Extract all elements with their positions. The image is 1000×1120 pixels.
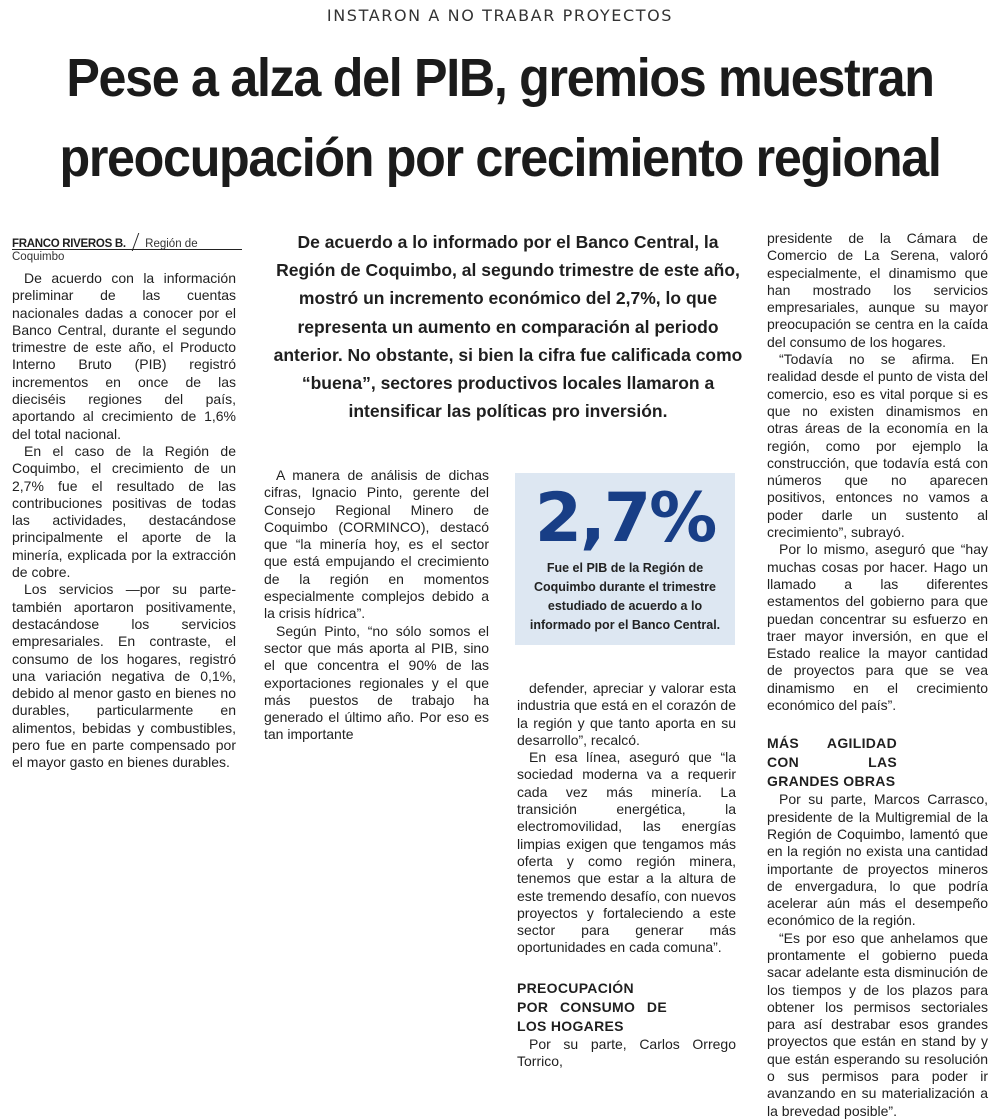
paragraph: De acuerdo con la información preliminar de las cuentas nacionales dadas a conocer por el Banco Central, durante el segundo trimestre de este año, el Producto Interno Bruto (PIB) registró incrementos en once de las dieciséis regiones del país, aportando al crecimiento de 1,6% del total nacional. (12, 270, 236, 442)
paragraph: defender, apreciar y valorar esta industria que está en el corazón de la región y que tanto aporta en su desarrollo”, recalcó. (517, 680, 736, 748)
column-1 (12, 270, 236, 772)
headline-line-1: Pese a alza del PIB, gremios muestran (66, 48, 934, 108)
byline (12, 233, 242, 263)
kicker: INSTARON A NO TRABAR PROYECTOS (326, 6, 674, 25)
subhead-consumo: PREOCUPACIÓN POR CONSUMO DE LOS HOGARES (517, 979, 667, 1034)
paragraph: “Es por eso que anhelamos que prontamente el gobierno pueda sacar adelante esta disminución de los tiempos y de los plazos para obtener los permisos sectoriales para así destrabar esos grandes proyectos que están en stand by y que están esperando su resolución o sus permisos para poder ir avanzando en su materialización a la brevedad posible”. (767, 929, 988, 1119)
column-3 (517, 680, 736, 1070)
lead-paragraph: De acuerdo a lo informado por el Banco Central, la Región de Coquimbo, al segundo trimestre de este año, mostró un incremento económico del 2,7%, lo que representa un aumento en comparación al periodo anterior. No obstante, si bien la cifra fue calificada como “buena”, sectores productivos locales llamaron a intensificar las políticas pro inversión. (273, 232, 743, 422)
paragraph: Los servicios —por su parte- también aportaron positivamente, destacándose los servicios empresariales. En contraste, el consumo de los hogares, registró una variación negativa de 0,1%, debido al menor gasto en bienes no durables, particularmente en alimentos, bebidas y combustibles, pero fue en parte compensado por el mayor gasto en bienes durables. (12, 581, 236, 771)
paragraph: A manera de análisis de dichas cifras, Ignacio Pinto, gerente del Consejo Regional Minero de Coquimbo (CORMINCO), destacó que “la minería hoy, es el sector que está empujando el crecimiento de la región en momentos especialmente complejos debido a la crisis hídrica”. (264, 467, 489, 622)
subhead-agilidad: MÁS AGILIDAD CON LAS GRANDES OBRAS (767, 735, 897, 790)
paragraph: presidente de la Cámara de Comercio de La Serena, valoró especialmente, el dinamismo que han mostrado los servicios empresariales, aunque su mayor preocupación se centra en la caída del consumo de los hogares. (767, 230, 988, 350)
paragraph: En esa línea, aseguró que “la sociedad moderna va a requerir cada vez más minería. La transición energética, la electromovilidad, las energías limpias exigen que tengamos más oferta y como región minera, tenemos que estar a la altura de este tremendo desafío, con nuevos proyectos y fortaleciendo a este sector para generar más oportunidades en cada comuna”. (517, 749, 736, 956)
stat-box (515, 473, 735, 645)
column-4 (767, 230, 988, 1120)
byline-author: FRANCO RIVEROS B. (12, 238, 126, 250)
column-2 (264, 467, 489, 744)
stat-caption: Fue el PIB de la Región de Coquimbo durante el trimestre estudiado de acuerdo a lo informado por el Banco Central. (529, 561, 721, 632)
byline-region: Región de Coquimbo (12, 238, 198, 263)
headline-line-2: preocupación por crecimiento regional (59, 128, 941, 188)
paragraph: “Todavía no se afirma. En realidad desde el punto de vista del comercio, eso es vital porque si es que no existen dinamismos en otras áreas de la economía en la región, como por ejemplo la construcción, que todavía está con números que no aparecen positivos, entonces no vamos a poder darle un sustento al crecimiento”, subrayó. (767, 351, 988, 541)
byline-divider (132, 233, 140, 251)
paragraph: Por su parte, Marcos Carrasco, presidente de la Multigremial de la Región de Coquimbo, lamentó que en la región no exista una cantidad importante de proyectos mineros de envergadura, lo que podría acelerar aún más el desempeño económico de la región. (767, 791, 988, 929)
headline (35, 38, 965, 198)
paragraph: Por su parte, Carlos Orrego Torrico, (517, 1035, 736, 1070)
paragraph: En el caso de la Región de Coquimbo, el crecimiento de un 2,7% fue el resultado de las contribuciones positivas de todas las actividades, destacándose principalmente el aporte de la minería, explicada por la extracción de cobre. (12, 442, 236, 581)
paragraph: Por lo mismo, aseguró que “hay muchas cosas por hacer. Hago un llamado a las diferentes estamentos del gobierno para que puedan concentrar su esfuerzo en traer mayor inversión, en que el Estado realice la mayor cantidad de proyectos para que se vea dinamismo en el crecimiento económico del país”. (767, 541, 988, 714)
paragraph: Según Pinto, “no sólo somos el sector que más aporta al PIB, sino el que concentra el 90% de las exportaciones regionales y el que más puestos de trabajo ha generado el último año. Por eso es tan importante (264, 622, 489, 743)
stat-value: 2,7% (534, 479, 716, 558)
